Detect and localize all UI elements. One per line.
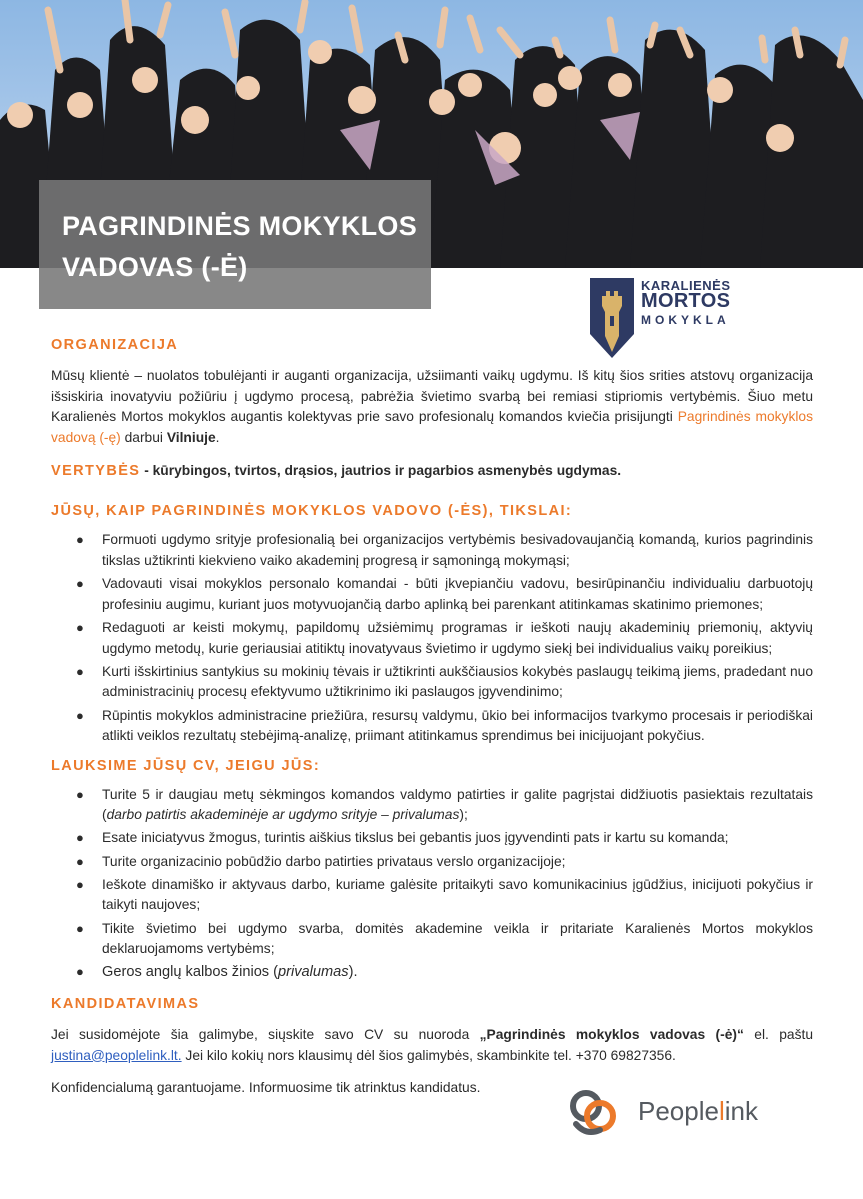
values-text: kūrybingos, tvirtos, drąsios, jautrios ir pagarbios asmenybės ugdymas. (152, 463, 622, 479)
page-title-line1: PAGRINDINĖS MOKYKLOS (62, 211, 418, 241)
goals-list (51, 530, 813, 746)
requirement-item (51, 875, 813, 916)
peoplelink-word-a: People (638, 1096, 719, 1126)
values-line (51, 460, 813, 482)
requirement-item-note: darbo patirtis akademinėje ar ugdymo srityje – privalumas (106, 807, 460, 823)
bullet-icon: ● (76, 786, 84, 802)
goal-item (51, 662, 813, 703)
goal-item (51, 618, 813, 659)
organization-text (51, 366, 813, 448)
bullet-icon: ● (76, 707, 84, 723)
peoplelink-word-c: ink (724, 1096, 758, 1126)
school-logo-line2: MORTOS (641, 290, 731, 312)
candidacy-heading: KANDIDATAVIMAS (51, 996, 200, 1012)
school-logo-line3: MOKYKLA (641, 313, 730, 327)
city-name: Vilniuje (166, 429, 216, 445)
requirement-item (51, 852, 813, 873)
bullet-icon: ● (76, 830, 84, 846)
confidentiality-note: Konfidencialumą garantuojame. Informuosime tik atrinktus kandidatus. (51, 1080, 481, 1096)
application-reference: „Pagrindinės mokyklos vadovas (-ė)“ (479, 1027, 744, 1042)
peoplelink-rings-icon (566, 1086, 622, 1140)
requirements-heading: LAUKSIME JŪSŲ CV, JEIGU JŪS: (51, 757, 321, 774)
bullet-icon: ● (76, 920, 84, 936)
requirement-item (51, 828, 813, 849)
email-link[interactable]: justina@peoplelink.lt. (51, 1047, 182, 1063)
values-heading: VERTYBĖS (51, 463, 141, 480)
organization-text-end: . (215, 429, 220, 445)
bullet-icon: ● (76, 876, 84, 892)
organization-heading: ORGANIZACIJA (51, 337, 179, 353)
main-content (51, 334, 813, 1099)
organization-text-b: darbui (120, 429, 167, 445)
goal-item (51, 706, 813, 747)
job-title-banner (39, 180, 431, 309)
position-highlight: Pagrindinės mokyklos vadovą (-ę) (51, 409, 813, 445)
requirements-list (51, 785, 813, 983)
goal-item (51, 574, 813, 615)
candidacy-text-c: Jei kilo kokių nors klausimų dėl šios galimybės, skambinkite tel. +370 69827356. (181, 1047, 676, 1063)
goal-item-text: Kurti išskirtinius santykius su mokinių tėvais ir užtikrinti aukščiausios kokybės paslaugų teikimą jiems, pradedant nuo administracinių procesų efektyvumo užtikrinimo iki paslaugos įgyvendinimo; (102, 663, 813, 700)
goal-item-text: Formuoti ugdymo srityje profesionalią bei organizacijos vertybėmis besivadovaujančią komandą, kurios pagrindinis tikslas užtikrinti kiekvieno vaiko akademinį progresą ir sąmoningą mokymąsi; (102, 532, 813, 568)
bullet-icon: ● (76, 853, 84, 869)
bullet-icon: ● (76, 619, 84, 635)
requirement-item (51, 962, 813, 983)
requirement-item-text: Tikite švietimo bei ugdymo svarba, domitės akademine veikla ir pritariate Karalienės Mortos mokyklos deklaruojamoms vertybėms; (102, 920, 813, 957)
requirement-item-text: Turite organizacinio pobūdžio darbo patirties privataus verslo organizacijoje; (102, 853, 566, 869)
peoplelink-wordmark (638, 1096, 758, 1127)
goal-item-text: Rūpintis mokyklos administracine priežiūra, resursų valdymu, ūkio bei informacijos tvarkymo procesais ir periodiškai atlikti veiklos rezultatų stebėjimą-analizę, priimant atitinkamus sprendimus bei inicijuojant pokyčius. (102, 707, 813, 744)
bullet-icon: ● (76, 576, 84, 592)
requirement-item-text: Ieškote dinamiško ir aktyvaus darbo, kuriame galėsite pritaikyti savo komunikacinius įgūdžius, inicijuoti pokyčius ir taikyti naujoves; (102, 876, 813, 913)
requirement-item-end: ). (348, 964, 358, 981)
requirement-item (51, 785, 813, 826)
goal-item-text: Vadovauti visai mokyklos personalo komandai - būti įkvepiančiu vadovu, besirūpinančiu individualiu darbuotojų profesiniu augimu, kuriant juos motyvuojančią darbo aplinką bei parenkant atitinkamas skatinimo priemones; (102, 576, 813, 612)
requirement-item-text: Geros anglų kalbos žinios ( (102, 964, 279, 981)
candidacy-text-a: Jei susidomėjote šia galimybe, siųskite savo CV su nuoroda (51, 1027, 480, 1042)
page-title-line2: VADOVAS (-Ė) (62, 252, 248, 282)
school-logo-line1: KARALIENĖS (641, 278, 731, 293)
requirement-item-text: Turite 5 ir daugiau metų sėkmingos komandos valdymo patirties ir galite pagrįstai didžiuotis pasiektais rezultatais ( (102, 786, 813, 823)
goal-item-text: Redaguoti ar keisti mokymų, papildomų užsiėmimų programas ir ieškoti naujų akademinių priemonių, aktyvių ugdymo metodų, kurie geriausiai atitiktų inovatyvaus švietimo ir ugdymo siekį bei individualius vaikų poreikius; (102, 619, 813, 656)
peoplelink-logo (566, 1086, 766, 1140)
goals-heading: JŪSŲ, KAIP PAGRINDINĖS MOKYKLOS VADOVO (-ĖS), TIKSLAI: (51, 503, 573, 520)
requirement-item-note: privalumas (278, 964, 349, 981)
requirement-item-end: ); (459, 807, 468, 823)
bullet-icon: ● (76, 964, 84, 980)
candidacy-text-b: el. paštu (743, 1027, 813, 1042)
values-separator: - (140, 463, 153, 479)
bullet-icon: ● (76, 663, 84, 679)
candidacy-text (51, 1025, 813, 1066)
requirement-item-text: Esate iniciatyvus žmogus, turintis aiškius tikslus bei gebantis juos įgyvendinti pats ir kartu su komanda; (102, 830, 729, 846)
peoplelink-word-b: l (718, 1096, 725, 1126)
goal-item (51, 530, 813, 571)
organization-text-a: Mūsų klientė – nuolatos tobulėjanti ir auganti organizacija, užsiimanti vaikų ugdymu. Iš kitų šios srities atstovų organizacija išsiskiria inovatyviu požiūriu į ugdymo procesą, pabrėžia švietimo svarbą bei remiasi stipriomis vertybėmis. Šiuo metu Karalienės Mortos mokyklos augantis kolektyvas prie savo profesionalų komandos kviečia prisijungti (51, 368, 813, 425)
bullet-icon: ● (76, 532, 84, 548)
requirement-item (51, 919, 813, 960)
page-title (62, 206, 422, 288)
